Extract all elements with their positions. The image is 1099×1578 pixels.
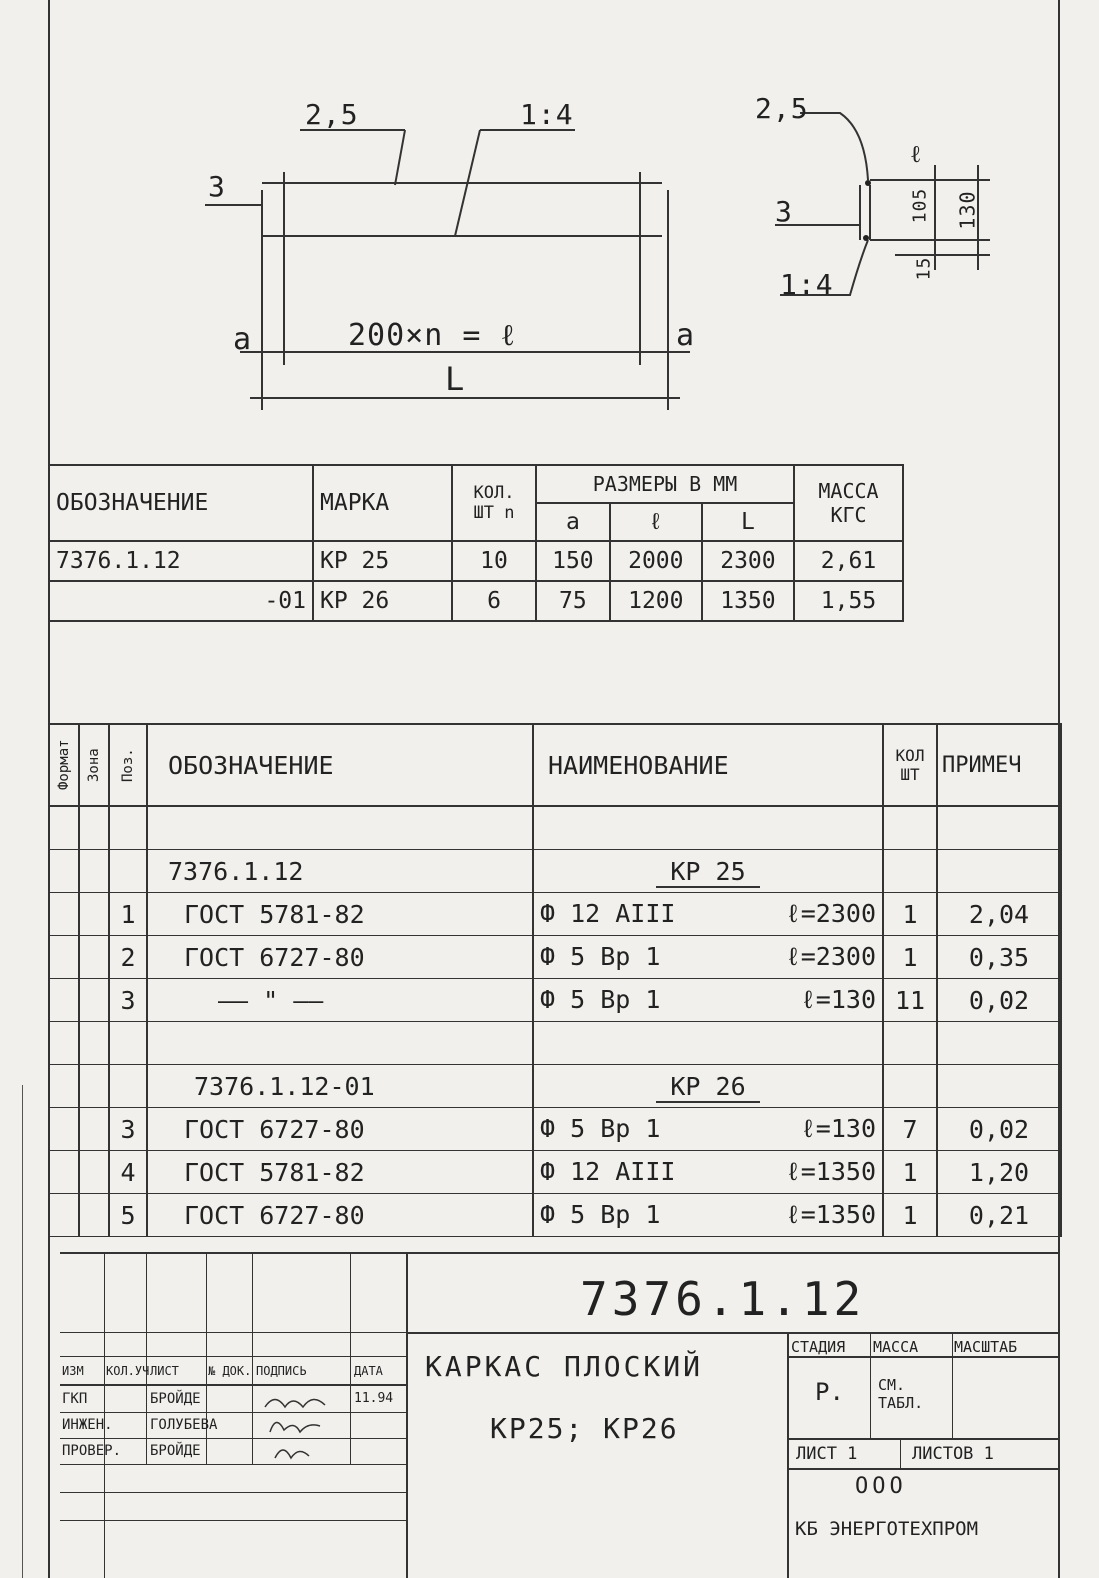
spec-cell-pos: 4 [109,1151,147,1194]
sheets-label: ЛИСТОВ 1 [912,1444,994,1464]
label-spacing: 200×n = ℓ [348,318,516,353]
col-signature: ПОДПИСЬ [256,1364,307,1378]
mass-label: МАССА [873,1338,919,1356]
document-code: 7376.1.12 [580,1272,866,1326]
spec-group-row [49,1065,1061,1108]
dim-cell-a: 150 [536,541,610,581]
section-label-3: 3 [775,195,793,228]
spec-header-note: ПРИМЕЧ [937,724,1061,806]
spec-cell-pos: 3 [109,979,147,1022]
spec-header-qty: КОЛ ШТ [883,724,937,806]
col-sheet: ЛИСТ [150,1364,179,1378]
spec-cell-qty: 1 [883,1151,937,1194]
col-change: ИЗМ [62,1364,84,1378]
spec-row [49,1151,1061,1194]
dim-cell-a: 75 [536,581,610,621]
spec-cell-length: ℓ=130 [800,984,876,1014]
dim-cell-L: 2300 [702,541,794,581]
spec-cell-length: ℓ=2300 [785,898,876,928]
spec-cell-note: 0,21 [937,1194,1061,1237]
dim-header-qty: КОЛ. ШТ n [452,465,536,541]
person-name: БРОЙДЕ [150,1443,201,1459]
spec-cell-designation: ГОСТ 5781-82 [147,893,533,936]
spec-cell-designation: ГОСТ 5781-82 [147,1151,533,1194]
person-name: БРОЙДЕ [150,1391,201,1407]
specification-table [48,723,1062,1237]
spec-cell-note: 0,35 [937,936,1061,979]
side-stamp-strip [0,1085,50,1578]
dim-cell-mark: КР 25 [313,541,452,581]
spec-cell-length: ℓ=2300 [785,941,876,971]
col-qty-change: КОЛ.УЧ [106,1364,150,1378]
spec-cell-designation: ГОСТ 6727-80 [147,936,533,979]
section-dim-105: 105 [909,187,931,224]
spec-cell-pos: 3 [109,1108,147,1151]
spec-cell-pos: 2 [109,936,147,979]
dim-cell-n: 10 [452,541,536,581]
dim-cell-designation: -01 [49,581,313,621]
spec-group-name: КР 26 [656,1072,759,1103]
spec-row [49,979,1061,1022]
spec-group-designation: 7376.1.12 [147,850,533,893]
drawing-title-line1: КАРКАС ПЛОСКИЙ [425,1350,704,1383]
person-role: ГКП [62,1391,88,1407]
dim-cell-L: 1350 [702,581,794,621]
spec-cell-name: Ф 5 Вр 1 [540,1113,661,1143]
stage-label: СТАДИЯ [791,1338,846,1356]
section-label-l: ℓ [910,140,923,168]
spec-header-format: Формат [49,724,79,806]
person-name: ГОЛУБЕВА [150,1417,218,1433]
spec-header-zone: Зона [79,724,109,806]
spec-cell-name: Ф 5 Вр 1 [540,984,661,1014]
dim-header-L: L [702,503,794,541]
spec-cell-qty: 11 [883,979,937,1022]
person-role: ИНЖЕН. [62,1417,113,1433]
spec-header-designation: ОБОЗНАЧЕНИЕ [147,724,533,806]
spec-cell-pos: 5 [109,1194,147,1237]
spec-cell-length: ℓ=1350 [785,1156,876,1186]
spec-cell-note: 0,02 [937,979,1061,1022]
spec-row [49,1194,1061,1237]
spec-cell-name: Ф 5 Вр 1 [540,941,661,971]
label-1-4-top: 1:4 [520,98,574,131]
mass-value: СМ. ТАБЛ. [878,1376,924,1412]
spec-header-name: НАИМЕНОВАНИЕ [533,724,883,806]
section-dim-15: 15 [913,256,935,281]
section-dim-130: 130 [955,190,980,230]
spec-cell-qty: 1 [883,936,937,979]
label-a-right: a [676,318,696,353]
dim-header-sizes: РАЗМЕРЫ В ММ [536,465,794,503]
dimensions-table [48,464,904,622]
dim-cell-mass: 2,61 [794,541,903,581]
label-2-5-left: 2,5 [305,98,359,131]
spec-group-designation: 7376.1.12-01 [147,1065,533,1108]
dim-cell-n: 6 [452,581,536,621]
spec-cell-name: Ф 12 АIII [540,1156,676,1186]
dim-cell-l: 1200 [610,581,702,621]
label-L: L [445,360,466,398]
org-code: ООО [855,1474,907,1499]
spec-row [49,893,1061,936]
spec-cell-qty: 1 [883,893,937,936]
stage-value: Р. [815,1378,844,1406]
dim-cell-mark: КР 26 [313,581,452,621]
col-date: ДАТА [354,1364,383,1378]
frame-sketch [0,0,1099,450]
person-role: ПРОВЕР. [62,1443,122,1459]
spec-row [49,936,1061,979]
spec-cell-designation: ГОСТ 6727-80 [147,1194,533,1237]
spec-row [49,1108,1061,1151]
dim-cell-designation: 7376.1.12 [49,541,313,581]
spec-header-pos: Поз. [109,724,147,806]
dim-cell-l: 2000 [610,541,702,581]
spec-cell-designation: ГОСТ 6727-80 [147,1108,533,1151]
spec-cell-designation: —— " —— [147,979,533,1022]
label-a-left: a [233,322,253,357]
drawing-title-line2: КР25; КР26 [490,1412,679,1445]
scale-label: МАСШТАБ [954,1338,1018,1356]
spec-cell-note: 1,20 [937,1151,1061,1194]
col-doc-no: № ДОК. [208,1364,252,1378]
dim-header-mass: МАССА КГС [794,465,903,541]
dim-cell-mass: 1,55 [794,581,903,621]
spec-cell-pos: 1 [109,893,147,936]
dim-row [49,541,903,581]
org-name: КБ ЭНЕРГОТЕХПРОМ [795,1518,979,1540]
dim-header-a: a [536,503,610,541]
spec-cell-length: ℓ=1350 [785,1199,876,1229]
section-label-2-5: 2,5 [755,92,809,125]
spec-cell-note: 0,02 [937,1108,1061,1151]
person-date: 11.94 [354,1391,394,1406]
dim-header-l: ℓ [610,503,702,541]
spec-cell-qty: 7 [883,1108,937,1151]
sheet-label: ЛИСТ 1 [796,1444,858,1464]
section-label-1-4: 1:4 [780,268,834,301]
spec-group-row [49,850,1061,893]
dim-header-designation: ОБОЗНАЧЕНИЕ [49,465,313,541]
signatures [60,1252,406,1464]
spec-cell-length: ℓ=130 [800,1113,876,1143]
spec-cell-name: Ф 5 Вр 1 [540,1199,661,1229]
dim-header-mark: МАРКА [313,465,452,541]
dim-row [49,581,903,621]
spec-cell-qty: 1 [883,1194,937,1237]
spec-group-name: КР 25 [656,857,759,888]
label-3-left: 3 [208,170,226,203]
spec-cell-name: Ф 12 АIII [540,898,676,928]
title-block [60,1252,1060,1578]
spec-cell-note: 2,04 [937,893,1061,936]
